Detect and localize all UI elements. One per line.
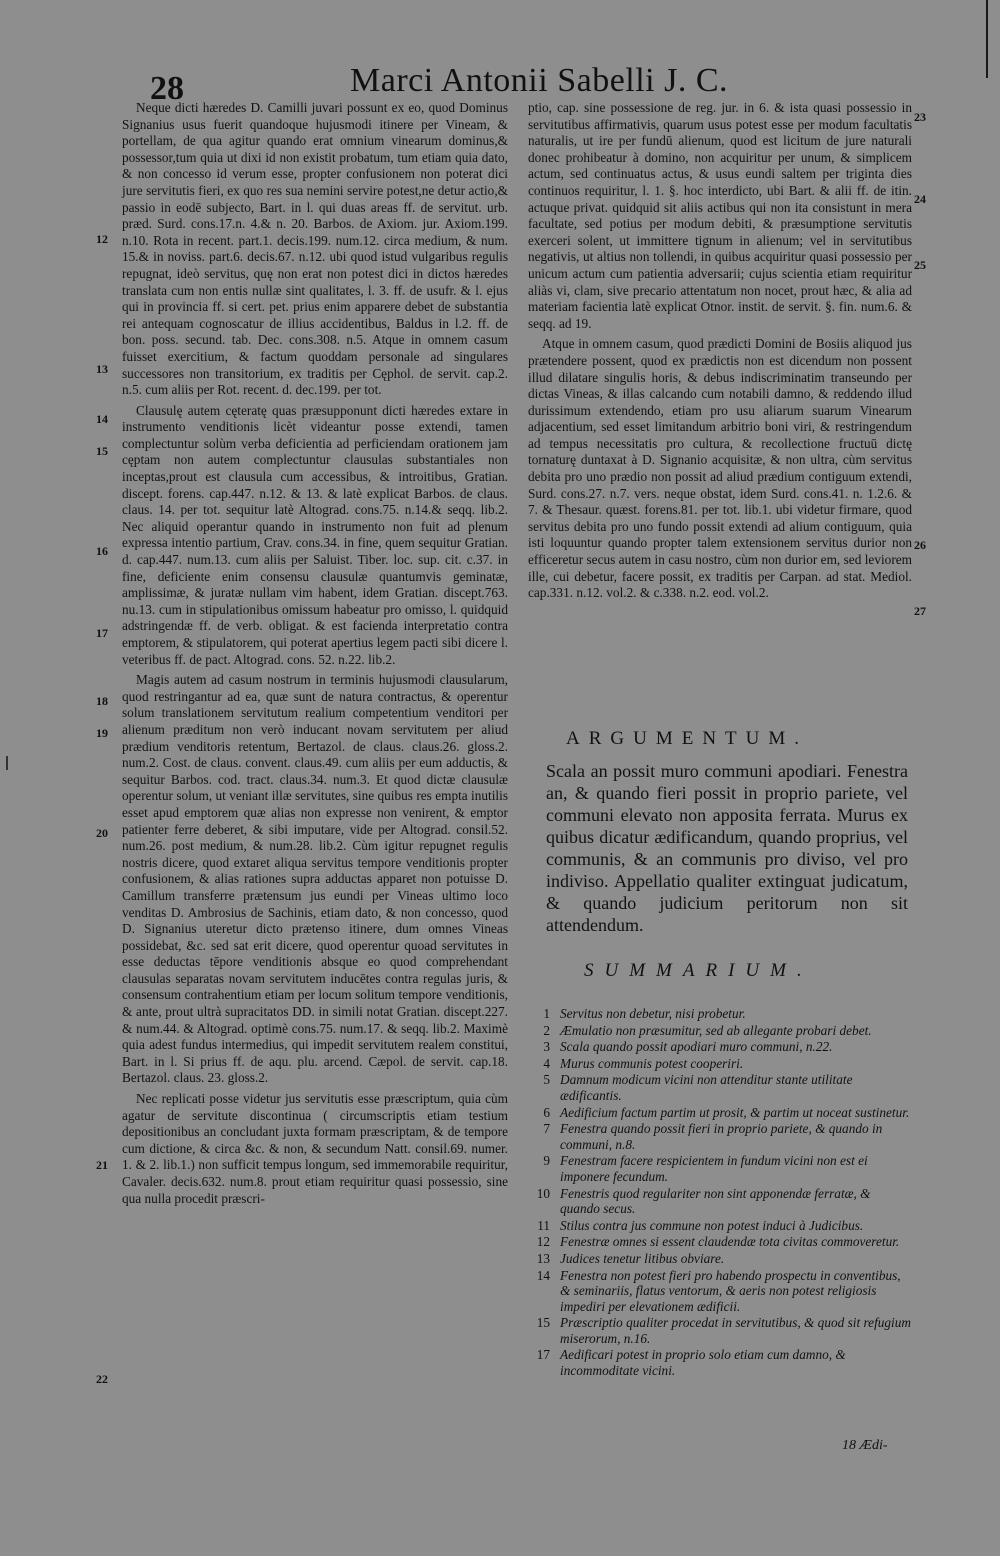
item-text: Murus communis potest cooperiri.	[560, 1055, 744, 1071]
running-head: Marci Antonii Sabelli J. C.	[350, 62, 729, 99]
margin-number: 18	[96, 694, 108, 708]
margin-number: 20	[96, 826, 108, 840]
item-number: 15	[536, 1315, 550, 1331]
item-text: Aedificari potest in proprio solo etiam cum damno, & incommoditate vicini.	[560, 1347, 846, 1379]
item-text: Scala quando possit apodiari muro communi, n.22.	[560, 1039, 833, 1055]
item-text: Fenestra non potest fieri pro habendo prospectu in conventibus, & seminariis, flatus ventorum, & aeris non potest religiosis impediri per elevationem ædificii.	[560, 1267, 901, 1314]
margin-number: 21	[96, 1158, 108, 1172]
item-text: Servitus non debetur, nisi probetur.	[560, 1006, 746, 1021]
list-item	[528, 1268, 912, 1315]
left-paragraph-3: Magis autem ad casum nostrum in terminis hujusmodi clausularum, quod restringantur ad ea, quæ sunt de natura contractus, & operentur solum translationem servitutum realium competentium venditori per alienum præditum non verò inducant novam servitutem per aliud prædium venditoris retentum, Bertazol. de claus. claus.26. gloss.2. num.2. Cost. de claus. convent. claus.49. cum aliis per eum adductis, & sequitur Barbos. cod. tract. claus.34. num.3. Et quod dictæ clausulæ operentur solum, ut veniant illæ servitutes, sine quibus res empta inutilis esset apud emptorem quæ alias non expresse non venirent, & emptor patienter ferre deberet, & sibi imputare, vide per Altograd. consil.52. num.26. post medium, & num.28. lib.2. Cùm igitur repugnet regulis nostris dicere, quod extaret aliqua servitus tempore venditionis propter confusionem, & alias rationes supra adductas apparet non potuisse D. Camillum transferre prætensum jus eundi per Vineas ultimo loco venditas D. Ambrosius de Sachinis, etiam dato, & non concesso, quod D. Signanius uteretur dicto prætenso itinere, dum omnes Vineas possidebat, &c. sed sat erit dicere, quod operentur quoad servitutes in esse deductas tēpore venditionis absque eo quod comprehendant clausulas separatas novam servitutem inducētes contra regulas juris, & consensum contrahentium etiam per locum solitum tempore venditionis, & ante, prout ultrà supracitatos DD. in simili notat Gratian. discept.227. & num.44. & Altograd. optimè cons.75. num.17. & seqq. lib.2. Maximè quia adest fundus intermedius, qui impedit servitutem realem constitui, Bart. in l. Si prius ff. de aqu. plu. arcend. Cæpol. de servit. cap.18. Bertazol. claus. 23. gloss.2.	[122, 672, 508, 1086]
item-text: Æmulatio non præsumitur, sed ab allegante probari debet.	[560, 1022, 872, 1038]
list-item	[528, 1186, 912, 1217]
item-number: 11	[537, 1217, 550, 1233]
list-item	[528, 1315, 912, 1346]
argumentum-text: Scala an possit muro communi apodiari. Fenestra an, & quando fieri possit in proprio pariete, vel communi elevato non apposita ferrata. Murus ex quibus dicatur ædificandum, quando proprius, vel communis, & an communis pro diviso, vel pro indiviso. Appellatio qualiter extinguat judicatum, & quando judicium peritorum non sit attendendum.	[546, 761, 908, 935]
item-text: Fenestram facere respicientem in fundum vicini non est ei imponere fecundum.	[560, 1153, 868, 1184]
item-text: Fenestris quod regulariter non sint apponendæ ferratæ, & quando secus.	[560, 1185, 871, 1217]
right-paragraph-1: ptio, cap. sine possessione de reg. jur. in 6. & ista quasi possessio in servitutibus affirmativis, quarum usus potest esse per modum facultatis naturalis, ut ire per fundū alienum, quod est licitum de jure naturali donec prohibeatur à domino, non acquiritur per unum, & simplicem actum, sed continuatus actus, & usus eundi saltem per triginta dies continuos requiritur, l. 1. §. hoc interdicto, ubi Bart. & alii ff. de itin. actuque privat. quidquid sit aliis actibus qui non ita consistunt in mera facultate, sed potius per modum debiti, & præsumptione servitutis exerceri solent, ut immittere tignum in alienum; vel in servitutibus negativis, ut altius non tollendi, in quibus acquiritur quasi possessio per unicum actum cum patientia adversarii; cujus scientia etiam requiritur aliàs vi, clam, sive precario attentatum non nocet, prout hæc, & alia ad materiam facientia latè explicat Otnor. instit. de servit. §. fin. num.6. & seqq. ad 19.	[528, 100, 912, 331]
item-number: 5	[543, 1072, 550, 1088]
page-number: 28	[150, 70, 184, 107]
item-text: Judices tenetur litibus obviare.	[560, 1250, 725, 1266]
margin-number: 12	[96, 232, 108, 246]
item-number: 14	[536, 1267, 550, 1283]
item-number: 12	[536, 1234, 550, 1250]
item-number: 3	[543, 1039, 550, 1055]
list-item	[528, 1105, 912, 1121]
list-item	[528, 1251, 912, 1267]
item-number: 4	[543, 1055, 550, 1071]
item-number: 17	[536, 1347, 550, 1363]
item-number: 13	[536, 1250, 550, 1266]
argumentum-heading: ARGUMENTUM.	[566, 728, 809, 749]
item-text: Stilus contra jus commune non potest induci à Judicibus.	[560, 1217, 864, 1233]
list-item	[528, 1072, 912, 1103]
item-text: Præscriptio qualiter procedat in servitutibus, & quod sit refugium miserorum, n.16.	[560, 1315, 912, 1346]
list-item	[528, 1121, 912, 1152]
list-item	[528, 1006, 912, 1022]
margin-number: 25	[914, 258, 926, 272]
list-item	[528, 1347, 912, 1378]
catchword: 18 Ædi-	[842, 1438, 888, 1453]
margin-number: 17	[96, 626, 108, 640]
page-edge-rule	[986, 0, 988, 78]
item-number: 10	[536, 1185, 550, 1201]
item-text: Damnum modicum vicini non attenditur stante utilitate ædificantis.	[560, 1072, 853, 1103]
margin-number: 14	[96, 412, 108, 426]
margin-number: 19	[96, 726, 108, 740]
list-item	[528, 1218, 912, 1234]
item-number: 6	[543, 1104, 550, 1120]
item-number: 1	[543, 1006, 550, 1021]
right-paragraph-2: Atque in omnem casum, quod prædicti Domini de Bosiis aliquod jus prætendere possent, quod ex prædictis non est dicendum non possent illud dilatare singulis horis, & debus indiscriminatim transeundo per dictas Vineas, & illas calcando cum notabili damno, & reddendo illud durissimum extendendo, etiam pro usu aliarum suarum Vinearum adjacentium, sed esset limitandum arbitrio boni viri, & restringendum ad tempus necessitatis pro cultura, & recollectione fructuū dictę tornaturę duntaxat à D. Signanio acquisitæ, & non ultra, cùm servitus debita pro uno prædio non possit ad aliud prædium contiguum extendi, Surd. cons.27. n.7. vers. neque obstat, idem Surd. cons.41. n. 1.2.6. & 7. & Thesaur. quæst. forens.81. per tot. lib.1. ubi videtur firmare, quod servitus debita pro uno fundo possit extendi ad alium contiguum, quia isti loquuntur quando propter talem extensionem servitus durior non efficeretur secus autem in casu nostro, cùm non durior em, sed leviorem ille, cui debetur, facere possit, ex traditis per Carpan. ad stat. Mediol. cap.331. n.12. vol.2. & c.338. n.2. eod. vol.2.	[528, 336, 912, 601]
margin-number: 24	[914, 192, 926, 206]
margin-number: 15	[96, 444, 108, 458]
list-item	[528, 1039, 912, 1055]
item-number: 9	[543, 1153, 550, 1169]
summarium-list	[528, 1006, 912, 1380]
item-number: 2	[543, 1022, 550, 1038]
left-paragraph-2: Clausulę autem cęteratę quas præsupponunt dicti hæredes extare in instrumento venditionis licèt videantur posse extendi, tamen complectuntur solùm verba deficientia ad perficiendam orationem jam cęptam non autem complectuntur clausulas substantiales non inceptas,prout est clausula cum accessibus, & introitibus, Gratian. discept. forens. cap.447. n.12. & 13. & latè explicat Barbos. de claus. claus. 14. per tot. sequitur latè Altograd. cons.75. n.14.& seqq. lib.2. Nec aliquid operantur quando in instrumento non fuit ad plenum expressa intentio partium, Crav. cons.34. in fine, quem sequitur Gratian. d. cap.447. num.13. cum aliis per Saluist. Tiber. loc. sup. cit. c.37. in fine, deficiente enim consensu clausulæ quantumvis geminatæ, amplissimæ, & juratæ nullam vim habent, idem Gratian. discept.763. nu.13. cum in stipulationibus omissum habeatur pro omisso, l. quidquid adstringendæ ff. de verb. obligat. & est facienda interpretatio contra emptorem, & stipulatorem, qui poterat apertius legem pacti sibi dicere l. veteribus ff. de pact. Altograd. cons. 52. n.22. lib.2.	[122, 402, 508, 667]
margin-number: 16	[96, 544, 108, 558]
margin-number: 13	[96, 362, 108, 376]
item-number: 7	[543, 1121, 550, 1137]
left-column	[122, 100, 508, 1211]
right-column	[528, 100, 912, 606]
margin-number: 22	[96, 1372, 108, 1386]
margin-number: 26	[914, 538, 926, 552]
left-paragraph-4: Nec replicati posse videtur jus servitutis esse præscriptum, quia cùm agatur de servitute discontinua ( circumscriptis etiam testium depositionibus an concludant juxta formam præscriptam, & de tempore cum dictione, & circa &c. & non, & secundum Natt. consil.69. numer. 1. & 2. lib.1.) non sufficit tempus longum, sed immemorabile requiritur, Cavaler. decis.632. num.8. prout etiam requiritur quasi possessio, sine qua nulla procedit præscri-	[122, 1091, 508, 1206]
list-item	[528, 1023, 912, 1039]
item-text: Fenestræ omnes si essent claudendæ tota civitas commoveretur.	[560, 1234, 900, 1250]
summarium-heading: SUMMARIUM.	[584, 960, 813, 981]
margin-number: 27	[914, 604, 926, 618]
list-item	[528, 1153, 912, 1184]
list-item	[528, 1234, 912, 1250]
item-text: Aedificium factum partim ut prosit, & partim ut noceat sustinetur.	[560, 1104, 910, 1120]
left-paragraph-1: Neque dicti hæredes D. Camilli juvari possunt ex eo, quod Dominus Signanius usus fuerit quandoque hujusmodi itinere per Vineam, & portellam, de qua agitur quando erat omnium vinearum dominus,& possessor,tum quia ut dixi id non existit probatum, tum etiam quia dato, & non concesso id verum esse, propter confusionem non poterat dici jure servitutis fieri, ex quo res sua nemini servire potest,ne detur actio,& passio in eodē subjecto, Bart. in l. qui duas areas ff. de servitut. urb. præd. Surd. cons.17.n. 4.& n. 20. Barbos. de Axiom. jur. Axiom.199. n.10. Rota in recent. part.1. decis.199. num.12. circa medium, & num. 15.& in noviss. part.6. decis.67. n.12. ubi quod istud vulgaribus regulis repugnat, ideò servitus, quę non erat non potest dici in dictos hæredes translata cum non entis nullæ sint qualitates, l. 3. ff. de usufr. & l. ejus qui in provincia ff. si cert. pet. prius enim apparere debet de substantia rei antequam cognoscatur de illius accidentibus, Baldus in l.2. ff. de bon. poss. secund. tab. Dec. cons.308. n.5. Atque in omnem casum fuisset exercitium, & factum quoddam personale ad singulares successores non transitorium, ex traditis per Cęphol. de servit. cap.2. n.5. cum aliis per Rot. recent. d. dec.199. per tot.	[122, 100, 508, 398]
item-text: Fenestra quando possit fieri in proprio pariete, & quando in communi, n.8.	[560, 1121, 883, 1152]
page-edge-tick	[6, 756, 8, 770]
margin-number: 23	[914, 110, 926, 124]
list-item	[528, 1056, 912, 1072]
